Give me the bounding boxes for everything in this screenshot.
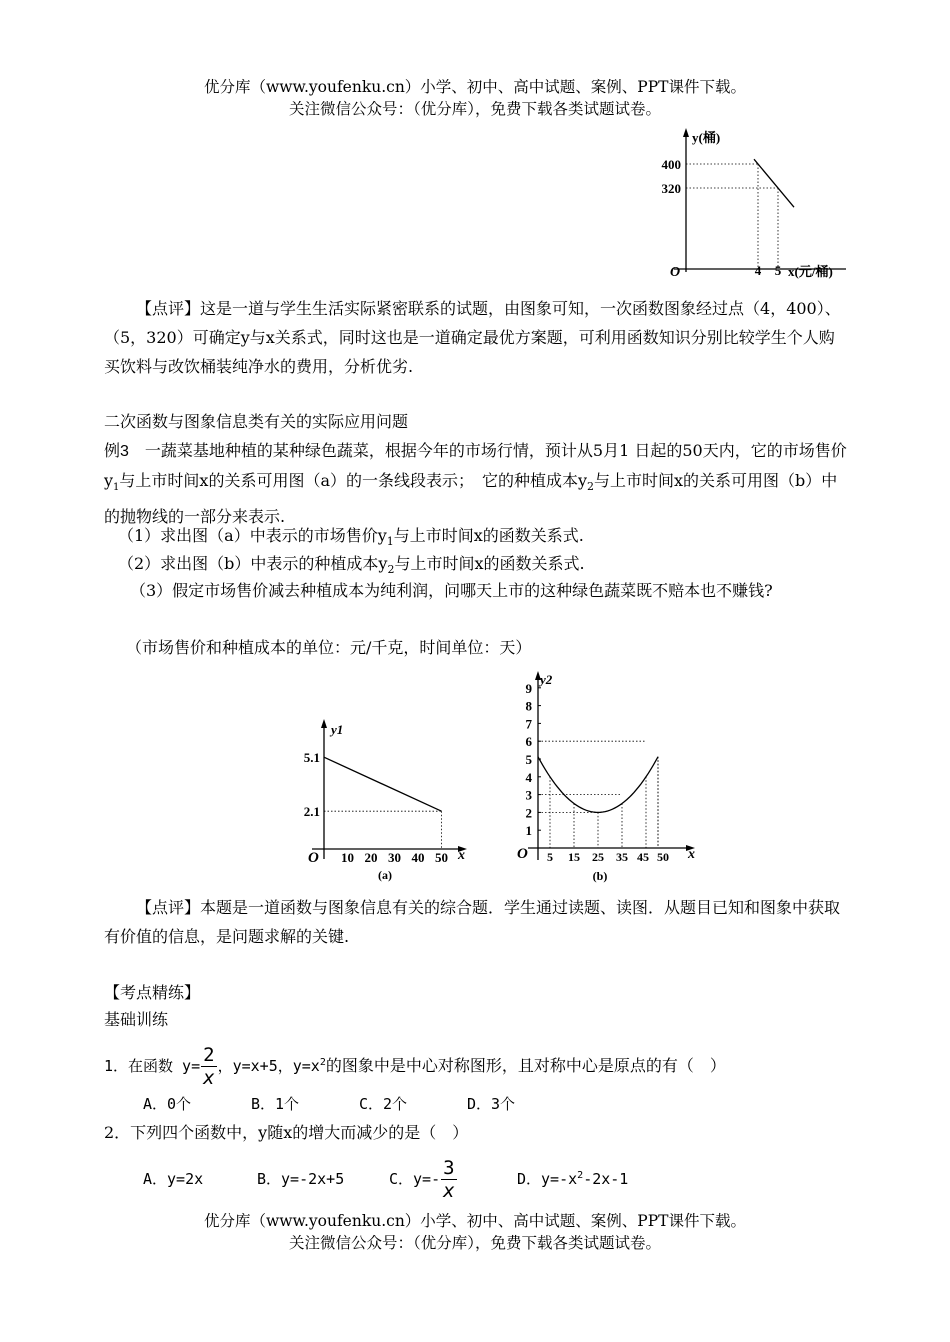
top-xtick-4: 4 [754,263,762,278]
figure-b [508,666,708,888]
a-xtick-20: 20 [364,850,378,865]
example-3-text-b: 与上市时间x的关系可用图（a）的一条线段表示； 它的种植成本y [119,471,588,490]
exercise-2-option-d-suffix: -2x-1 [583,1170,629,1188]
b-ytick-7: 7 [525,716,532,732]
a-origin: O [308,850,319,866]
exercise-2-option-c-prefix: C．y=- [389,1170,441,1188]
exercise-1-frac-num: 2 [203,1044,215,1066]
exercise-1-option-d[interactable]: D．3个 [467,1095,516,1113]
b-xtick-45: 45 [637,850,649,864]
b-ytick-2: 2 [525,805,532,821]
question-2-text-b: 与上市时间x的函数关系式. [394,554,585,573]
exercise-1-fraction [201,1044,216,1089]
b-xlabel: x [688,847,695,862]
top-y-arrow [683,128,689,137]
question-2-text-a: （2）求出图（b）中表示的种植成本y [118,554,388,573]
top-ylabel: y(桶) [692,130,721,145]
b-caption: (b) [592,869,608,883]
exercise-1-option-a[interactable]: A．0个 [143,1095,192,1113]
question-1-sub: 1 [386,535,394,549]
basic-training: 基础训练 [104,1010,169,1029]
a-caption: (a) [378,868,392,882]
question-2-sub: 2 [387,563,395,577]
example-3-sub-1: 1 [113,482,120,494]
practice-title: 【考点精练】 [104,983,201,1002]
top-xtick-5: 5 [774,263,782,278]
b-ytick-8: 8 [525,698,532,714]
header-line-2: 关注微信公众号：（优分库），免费下载各类试题试卷。 [288,100,661,118]
footer-line-2: 关注微信公众号：（优分库），免费下载各类试题试卷。 [288,1234,661,1252]
exercise-1-option-b[interactable]: B．1个 [251,1095,300,1113]
a-xlabel: x [458,848,465,863]
comment-1 [104,294,849,381]
example-3-text-a: 一蔬菜基地种植的某种绿色蔬菜，根据今年的市场行情，预计从5月1 日起的50天内，它的市场售价y [104,441,847,490]
b-ytick-3: 3 [525,787,532,803]
comment-2 [104,893,849,951]
exercise-1-option-c[interactable]: C．2个 [359,1095,408,1113]
exercise-2-stem: 2．下列四个函数中，y随x的增大而减少的是（ ） [104,1123,469,1142]
b-ylabel: y2 [540,672,553,687]
figure-a [290,716,480,886]
exercise-2-option-b[interactable]: B．y=-2x+5 [257,1170,345,1188]
b-origin: O [517,846,528,862]
top-ytick-320: 320 [661,181,681,196]
b-ytick-6: 6 [525,734,532,750]
b-xtick-5: 5 [547,850,553,864]
section-title: 二次函数与图象信息类有关的实际应用问题 [104,412,409,431]
comment-2-text: 本题是一道函数与图象信息有关的综合题．学生通过读题、读图．从题目已知和图象中获取有价值的信息，是问题求解的关键. [104,898,841,946]
a-y-arrow [321,719,327,728]
exercise-2-option-d[interactable] [517,1170,628,1188]
exercise-1-suffix: 的图象中是中心对称图形，且对称中心是原点的有（ ） [325,1056,726,1075]
top-ytick-400: 400 [661,157,681,172]
a-ytick-5.1: 5.1 [303,750,320,766]
a-ylabel: y1 [331,722,344,737]
a-ytick-2.1: 2.1 [303,804,320,820]
header-line-1: 优分库（www.youfenku.cn）小学、初中、高中试题、案例、PPT课件下载。 [203,78,747,96]
top-xlabel: x(元/桶) [788,264,833,279]
comment-2-label: 【点评】 [136,898,201,917]
footer-line-1: 优分库（www.youfenku.cn）小学、初中、高中试题、案例、PPT课件下载。 [203,1212,747,1230]
exercise-1-sup: 2 [319,1057,326,1068]
b-xtick-25: 25 [592,850,604,864]
a-xtick-30: 30 [388,850,401,865]
top-origin: O [670,265,681,280]
exercise-2-options [143,1148,628,1207]
a-line-series [324,757,442,811]
exercise-1-frac-den: x [203,1067,215,1089]
comment-1-text: 这是一道与学生生活实际紧密联系的试题，由图象可知，一次函数图象经过点（4，400）、（5，320）可确定y与x关系式，同时这也是一道确定最优方案题，可利用函数知识分别比较学生个人购买饮料与改饮桶装纯净水的费用，分析优劣. [104,299,841,376]
b-ytick-4: 4 [525,769,532,785]
exercise-1-prefix: 1．在函数 y= [104,1057,201,1075]
a-xtick-40: 40 [411,850,425,865]
question-1 [118,525,584,553]
a-xtick-50: 50 [435,850,448,865]
b-parabola [538,757,658,813]
exercise-1 [104,1035,726,1094]
b-ytick-9: 9 [525,680,532,696]
question-1-text-a: （1）求出图（a）中表示的市场售价y [118,526,387,545]
example-3 [104,436,849,531]
units-note: （市场售价和种植成本的单位：元/千克，时间单位：天） [126,638,532,657]
example-3-label: 例3 [104,443,129,460]
b-xtick-15: 15 [568,850,580,864]
comment-1-label: 【点评】 [136,299,201,318]
exercise-2-option-c-fraction [441,1157,456,1202]
b-xtick-50: 50 [657,850,669,864]
exercise-1-middle: ，y=x+5，y=x [217,1057,320,1075]
exercise-2-option-c-den: x [443,1180,455,1202]
b-ytick-5: 5 [525,752,532,767]
top-line-series [754,159,794,207]
exercise-2-option-d-sup: 2 [577,1170,584,1181]
exercise-2-option-c[interactable] [389,1151,517,1207]
a-xtick-10: 10 [341,850,354,865]
exercise-2-option-c-num: 3 [443,1157,455,1179]
question-3: （3）假定市场售价减去种植成本为纯利润，问哪天上市的这种绿色蔬菜既不赔本也不赚钱? [130,581,773,600]
example-3-text-c: 与上市时间x的关系可用图（b）中的抛物线的一部分来表示. [104,471,838,527]
figure-top [650,126,850,286]
exercise-2-option-d-prefix: D．y=-x [517,1170,578,1188]
question-1-text-b: 与上市时间x的函数关系式. [393,526,584,545]
b-xtick-35: 35 [616,850,628,864]
exercise-2-option-a[interactable]: A．y=2x [143,1170,204,1188]
example-3-sub-2: 2 [587,480,595,494]
b-ytick-1: 1 [525,823,532,839]
